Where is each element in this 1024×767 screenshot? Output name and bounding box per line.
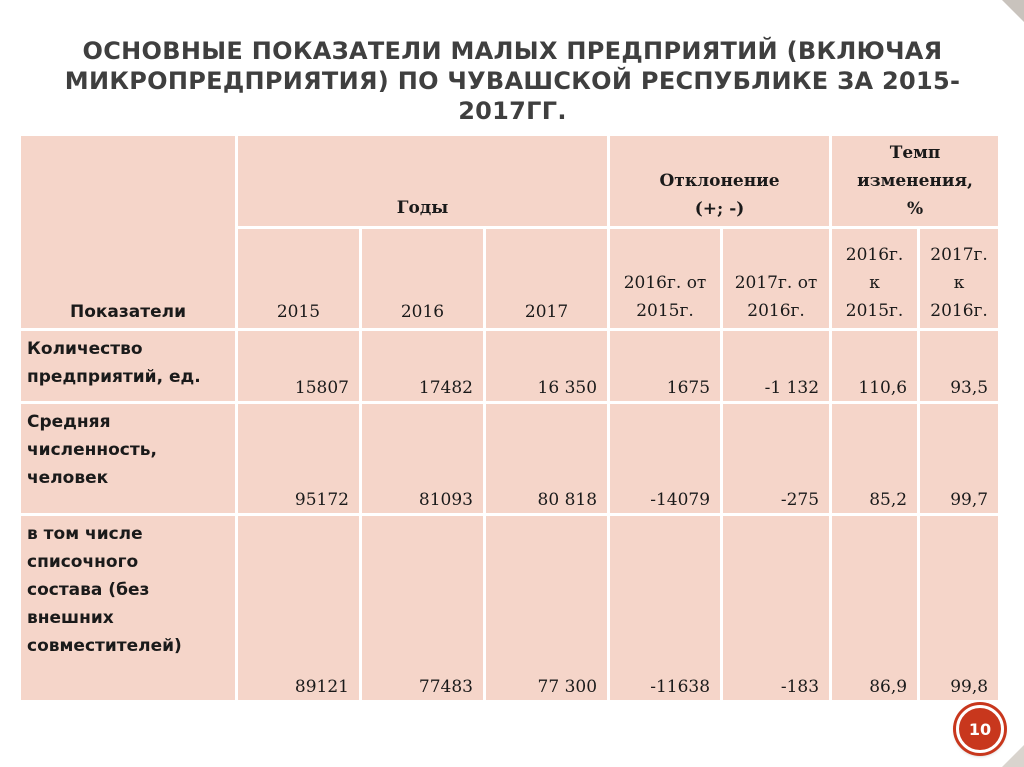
header-dev-2017-2016-line-2: 2016г. <box>747 301 805 321</box>
table-row <box>20 515 1000 702</box>
cell-2016: 81093 <box>361 403 485 515</box>
header-row-1 <box>20 135 1000 228</box>
cell-2017: 16 350 <box>485 330 609 403</box>
row-label <box>20 515 237 702</box>
row-label <box>20 330 237 403</box>
header-deviation <box>609 135 831 228</box>
header-dev-2017-2016-line-1: 2017г. от <box>734 273 818 293</box>
cell-dev-2016-2015: -14079 <box>609 403 722 515</box>
header-rate-2016-2015-line-3: 2015г. <box>845 301 904 321</box>
header-rate-2016-2015-line-2: к <box>869 273 880 293</box>
header-dev-2016-2015 <box>609 228 722 330</box>
header-rate-2017-2016-line-1: 2017г. <box>930 245 988 265</box>
row-label-line: состава (без <box>27 580 150 600</box>
row-label <box>20 403 237 515</box>
cell-rate-2016-2015: 110,6 <box>831 330 919 403</box>
cell-dev-2017-2016: -183 <box>722 515 831 702</box>
cell-dev-2017-2016: -1 132 <box>722 330 831 403</box>
header-rate-line-3: % <box>906 199 924 219</box>
cell-dev-2016-2015: 1675 <box>609 330 722 403</box>
header-dev-2016-2015-line-1: 2016г. от <box>623 273 707 293</box>
header-years: Годы <box>237 135 609 228</box>
row-label-line: внешних <box>27 608 114 628</box>
row-label-line: совместителей) <box>27 636 182 656</box>
header-rate-line-2: изменения, <box>857 171 973 191</box>
row-label-line: Количество <box>27 339 143 359</box>
row-label-line: списочного <box>27 552 139 572</box>
header-rate-2017-2016 <box>919 228 1000 330</box>
cell-dev-2016-2015: -11638 <box>609 515 722 702</box>
header-rate-2016-2015-line-1: 2016г. <box>845 245 904 265</box>
slide-title-line-1: ОСНОВНЫЕ ПОКАЗАТЕЛИ МАЛЫХ ПРЕДПРИЯТИЙ (ВКЛЮЧАЯ <box>82 37 943 65</box>
cell-2017: 80 818 <box>485 403 609 515</box>
header-dev-2016-2015-line-2: 2015г. <box>636 301 694 321</box>
indicators-table <box>18 133 1001 703</box>
slide-title-line-2: МИКРОПРЕДПРИЯТИЯ) ПО ЧУВАШСКОЙ РЕСПУБЛИКЕ ЗА 2015-2017ГГ. <box>64 67 961 125</box>
cell-rate-2016-2015: 86,9 <box>831 515 919 702</box>
header-deviation-line-2: (+; -) <box>694 199 745 219</box>
header-year-2016: 2016 <box>361 228 485 330</box>
corner-decoration-bottom <box>1002 745 1024 767</box>
header-year-2017: 2017 <box>485 228 609 330</box>
header-rate-2017-2016-line-3: 2016г. <box>930 301 988 321</box>
cell-rate-2017-2016: 93,5 <box>919 330 1000 403</box>
header-rate-line-1: Темп <box>889 143 941 163</box>
header-year-2015: 2015 <box>237 228 361 330</box>
page-number-badge: 10 <box>956 705 1004 753</box>
row-label-line: Средняя <box>27 412 111 432</box>
cell-rate-2016-2015: 85,2 <box>831 403 919 515</box>
row-label-line: в том числе <box>27 524 143 544</box>
cell-2015: 95172 <box>237 403 361 515</box>
cell-2016: 17482 <box>361 330 485 403</box>
cell-2015: 89121 <box>237 515 361 702</box>
cell-2017: 77 300 <box>485 515 609 702</box>
header-rate <box>831 135 1000 228</box>
cell-2015: 15807 <box>237 330 361 403</box>
row-label-line: предприятий, ед. <box>27 367 201 387</box>
cell-dev-2017-2016: -275 <box>722 403 831 515</box>
cell-rate-2017-2016: 99,8 <box>919 515 1000 702</box>
cell-rate-2017-2016: 99,7 <box>919 403 1000 515</box>
cell-2016: 77483 <box>361 515 485 702</box>
header-dev-2017-2016 <box>722 228 831 330</box>
header-rate-2017-2016-line-2: к <box>953 273 965 293</box>
row-label-line: человек <box>27 468 109 488</box>
table-row <box>20 330 1000 403</box>
header-indicators: Показатели <box>20 135 237 330</box>
table-row <box>20 403 1000 515</box>
corner-decoration <box>1002 0 1024 22</box>
slide-title <box>30 36 995 126</box>
header-rate-2016-2015 <box>831 228 919 330</box>
header-deviation-line-1: Отклонение <box>659 171 780 191</box>
row-label-line: численность, <box>27 440 157 460</box>
